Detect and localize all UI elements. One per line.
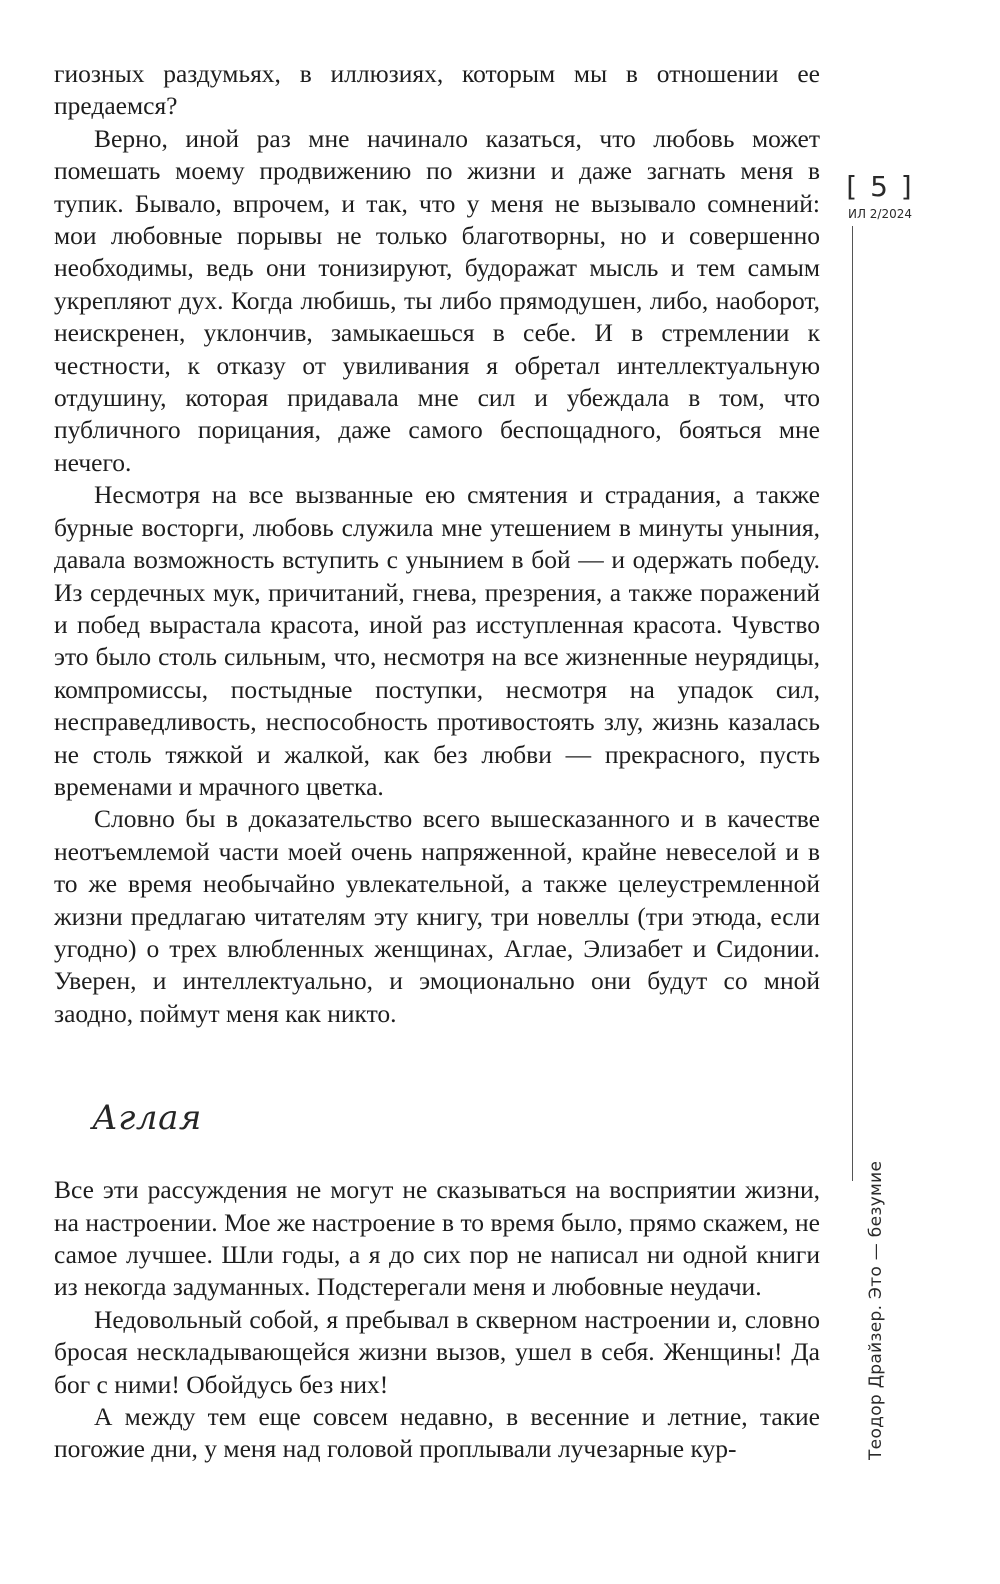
page-number: [ 5 ]	[846, 170, 914, 203]
page-marker	[840, 170, 920, 222]
paragraph: Несмотря на все вызванные ею смятения и страдания, а также бурные восторги, любовь служила мне утешением в минуты уныния, давала возможность вступить с унынием в бой — и одержать победу. Из сердечных мук, причитаний, гнева, презрения, а также поражений и побед вырастала красота, иной раз исступленная красота. Чувство это было столь сильным, что, несмотря на все жизненные неурядицы, компромиссы, постыдные поступки, несмотря на упадок сил, несправедливость, неспособность противостоять злу, жизнь казалась не столь тяжкой и жалкой, как без любви — прекрасного, пусть временами и мрачного цветка.	[54, 480, 820, 801]
book-page-body	[54, 58, 820, 1466]
paragraph: Верно, иной раз мне начинало казаться, что любовь может помешать моему продвижению по жизни и даже загнать меня в тупик. Бывало, впрочем, и так, что у меня не вызывало сомнений: мои любовные порывы не только благотворны, но и совершенно необходимы, ведь они тонизируют, будоражат мысль и тем самым укрепляют дух. Когда любишь, ты либо прямодушен, либо, наоборот, неискренен, уклончив, замыкаешься в себе. И в стремлении к честности, к отказу от увиливания я обретал интеллектуальную отдушину, которая придавала мне сил и убеждала в том, что публичного порицания, даже самого беспощадного, бояться мне нечего.	[54, 123, 820, 477]
margin-rule	[852, 226, 853, 1181]
chapter-title: Аглая	[92, 1098, 202, 1139]
issue-label: ИЛ 2/2024	[847, 207, 913, 221]
paragraph-continued: гиозных раздумьях, в иллюзиях, которым мы в отношении ее предаемся?	[54, 59, 820, 121]
paragraph: Словно бы в доказательство всего вышесказанного и в качестве неотъемлемой части моей очень напряженной, крайне невеселой и в то же время необычайно увлекательной, а также целеустремленной жизни предлагаю читателям эту книгу, три новеллы (три этюда, если угодно) о трех влюбленных женщинах, Аглае, Элизабет и Сидонии. Уверен, и интеллектуально, и эмоционально они будут со мной заодно, поймут меня как никто.	[54, 804, 820, 1028]
paragraph: Все эти рассуждения не могут не сказываться на восприятии жизни, на настроении. Мое же настроение в то время было, прямо скажем, не самое лучшее. Шли годы, а я до сих пор не написал ни одной книги из некогда задуманных. Подстерегали меня и любовные неудачи.	[54, 1175, 820, 1302]
paragraph: Недовольный собой, я пребывал в скверном настроении и, словно бросая нескладывающейся жизни вызов, ушел в себя. Женщины! Да бог с ними! Обойдусь без них!	[54, 1304, 820, 1399]
running-head: Теодор Драйзер. Это — безумие	[866, 1160, 886, 1460]
paragraph: А между тем еще совсем недавно, в весенние и летние, такие погожие дни, у меня над головой проплывали лучезарные кур-	[54, 1402, 820, 1464]
